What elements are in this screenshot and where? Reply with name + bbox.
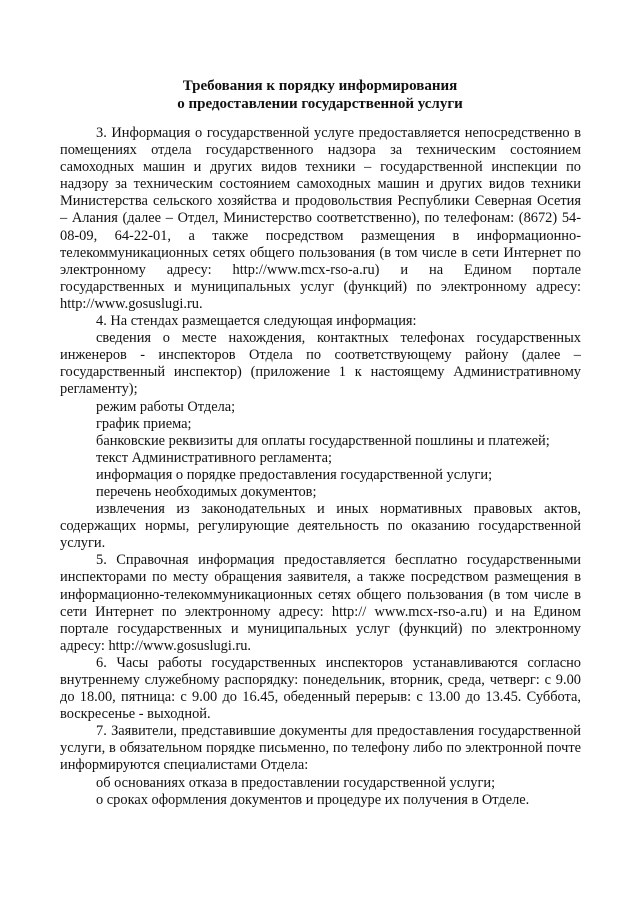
stand-info-bank-details: банковские реквизиты для оплаты государственной пошлины и платежей; [96, 432, 550, 449]
paragraph-item-7: 7. Заявители, представившие документы для предоставления государственной услуги, в обязательном порядке письменно, по телефону либо по электронной почте информируются специалистами Отдела: [60, 723, 581, 774]
paragraph-item-5: 5. Справочная информация предоставляется бесплатно государственными инспекторами по месту обращения заявителя, а также посредством размещения в информационно-телекоммуникационных сетях общего пользования (в том числе в сети Интернет по электронному адресу: http:// www.mcx-rso-a.ru) и на Едином портале государственных и муниципальных услуг (функций) по электронному адресу: http://www.gosuslugi.ru. [60, 552, 581, 654]
document-title-line-1: Требования к порядку информирования [182, 78, 458, 94]
stand-info-documents-list: перечень необходимых документов; [96, 483, 317, 500]
document-title-line-2: о предоставлении государственной услуги [177, 96, 463, 112]
paragraph-item-4: 4. На стендах размещается следующая информация: [96, 313, 417, 330]
paragraph-item-6: 6. Часы работы государственных инспекторов устанавливаются согласно внутреннему служебному распорядку: понедельник, вторник, среда, четверг: с 9.00 до 18.00, пятница: с 9.00 до 16.45, обеденный перерыв: с 13.00 до 13.45. Суббота, воскресенье - выходной. [60, 654, 581, 723]
document-body [60, 125, 581, 809]
stand-info-legal-extracts: извлечения из законодательных и иных нормативных правовых актов, содержащих нормы, регулирующие деятельность по оказанию государственной услуги. [60, 501, 581, 552]
stand-info-contacts: сведения о месте нахождения, контактных телефонах государственных инженеров - инспекторов Отдела по соответствующему району (далее – государственный инспектор) (приложение 1 к настоящему Административному регламенту); [60, 330, 581, 398]
info-processing-terms: о сроках оформления документов и процедуре их получения в Отделе. [96, 791, 530, 808]
stand-info-procedure: информация о порядке предоставления государственной услуги; [96, 466, 493, 483]
stand-info-work-mode: режим работы Отдела; [96, 398, 236, 415]
paragraph-item-3: 3. Информация о государственной услуге предоставляется непосредственно в помещениях отдела государственного надзора за техническим состоянием самоходных машин и других видов техники – государственной инспекции по надзору за техническим состоянием самоходных машин и других видов техники Министерства сельского хозяйства и продовольствия Республики Северная Осетия – Алания (далее – Отдел, Министерство соответственно), по телефонам: (8672) 54-08-09, 64-22-01, а также посредством размещения в информационно-телекоммуникационных сетях общего пользования (в том числе в сети Интернет по электронному адресу: http://www.mcx-rso-a.ru) и на Едином портале государственных и муниципальных услуг (функций) по электронному адресу: http://www.gosuslugi.ru. [60, 125, 581, 312]
stand-info-regulation-text: текст Административного регламента; [96, 449, 332, 466]
stand-info-schedule: график приема; [96, 415, 192, 432]
info-refusal-grounds: об основаниях отказа в предоставлении государственной услуги; [96, 774, 496, 791]
